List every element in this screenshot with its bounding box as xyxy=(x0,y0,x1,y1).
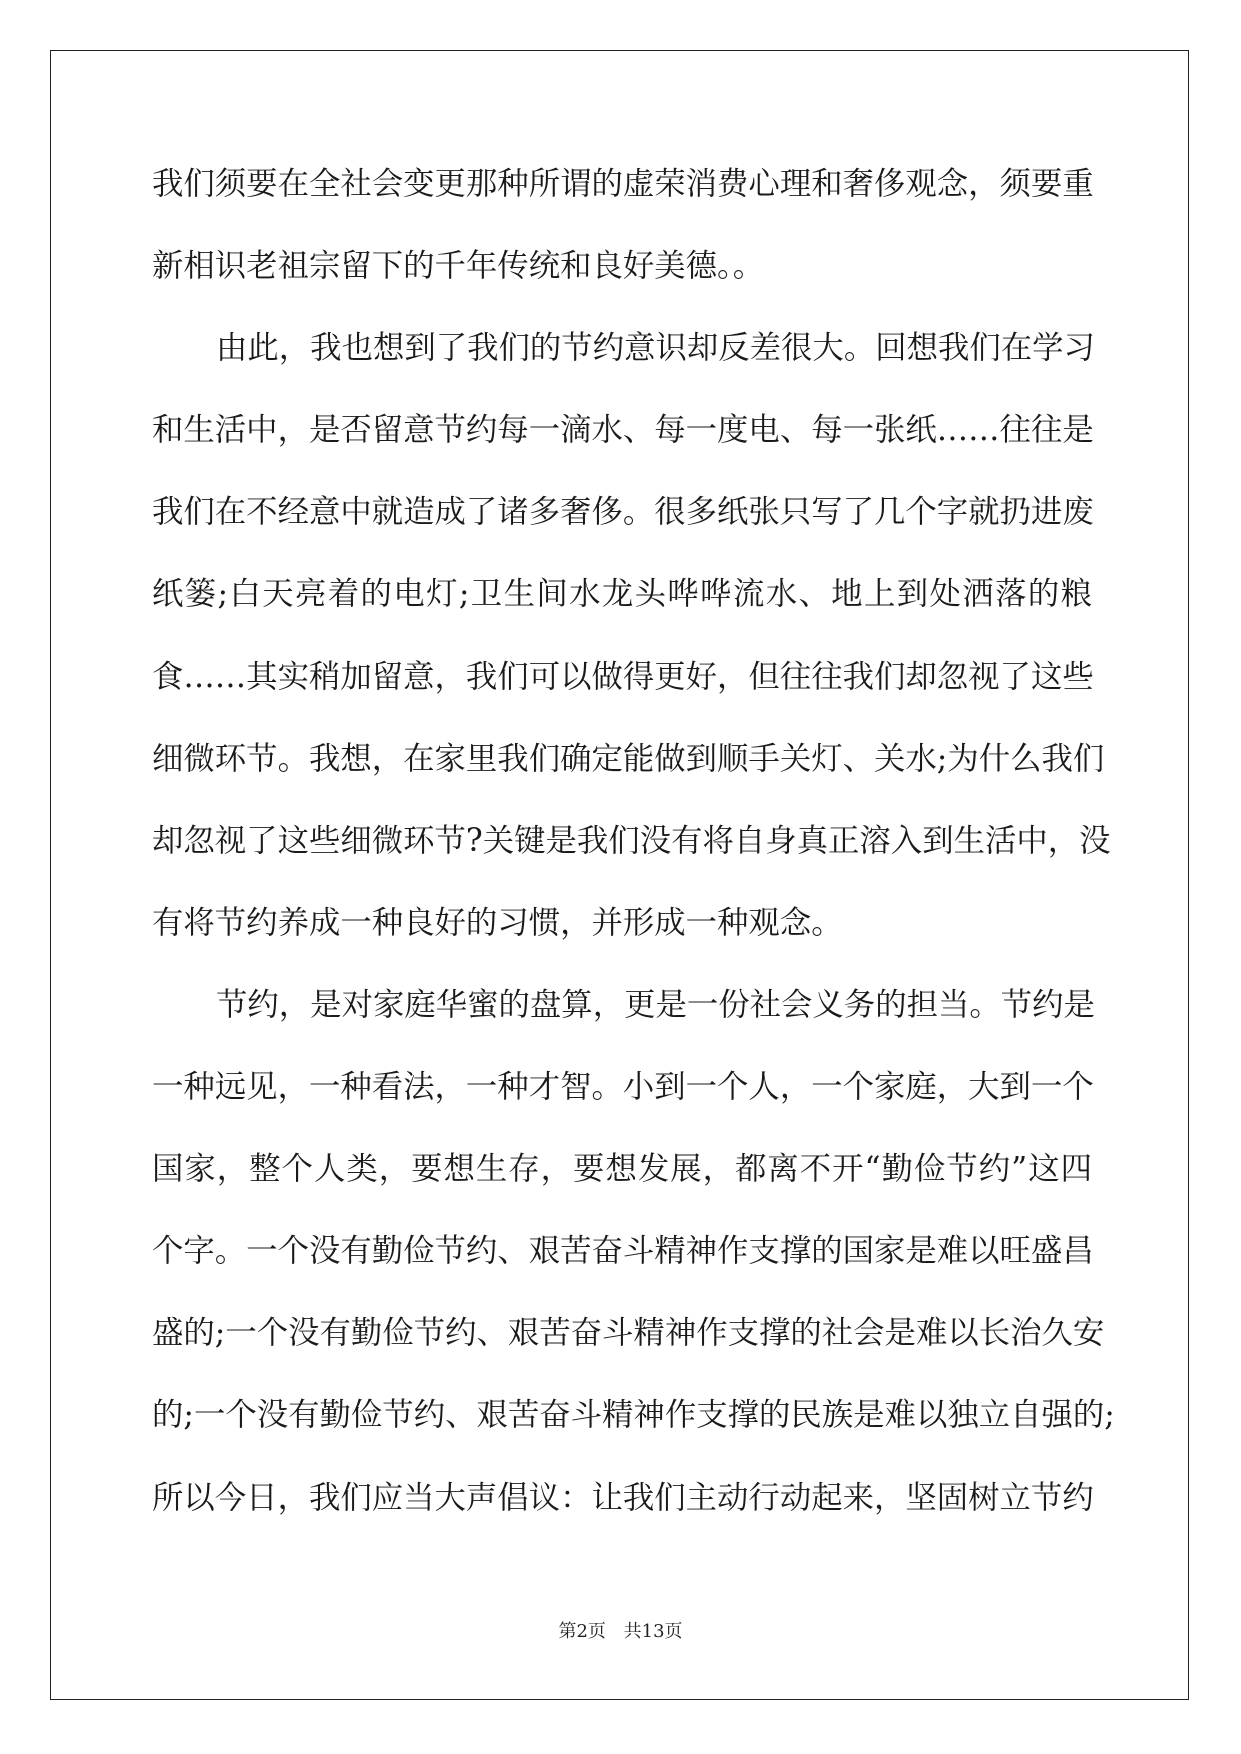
text-line: 所以今日，我们应当大声倡议：让我们主动行动起来，坚固树立节约 xyxy=(152,1479,1094,1516)
text-line: 由此，我也想到了我们的节约意识却反差很大。回想我们在学习 xyxy=(216,330,1095,367)
text-line: 我们在不经意中就造成了诸多奢侈。很多纸张只写了几个字就扔进废 xyxy=(152,494,1094,531)
text-line: 一种远见，一种看法，一种才智。小到一个人，一个家庭，大到一个 xyxy=(152,1069,1094,1106)
text-line: 细微环节。我想，在家里我们确定能做到顺手关灯、关水;为什么我们 xyxy=(152,740,1105,777)
text-line: 食……其实稍加留意，我们可以做得更好，但往往我们却忽视了这些 xyxy=(152,658,1094,695)
text-line: 我们须要在全社会变更那种所谓的虚荣消费心理和奢侈观念，须要重 xyxy=(152,166,1094,202)
text-line: 有将节约养成一种良好的习惯，并形成一种观念。 xyxy=(152,904,843,941)
text-line: 和生活中，是否留意节约每一滴水、每一度电、每一张纸……往往是 xyxy=(152,412,1094,449)
text-line: 节约，是对家庭华蜜的盘算，更是一份社会义务的担当。节约是 xyxy=(216,986,1095,1023)
text-line: 纸篓;白天亮着的电灯;卫生间水龙头哗哗流水、地上到处洒落的粮 xyxy=(152,576,1092,613)
page-number-total: 共13页 xyxy=(623,1621,683,1642)
text-line: 新相识老祖宗留下的千年传统和良好美德。。 xyxy=(152,248,765,285)
text-line: 个字。一个没有勤俭节约、艰苦奋斗精神作支撑的国家是难以旺盛昌 xyxy=(152,1233,1094,1270)
page-number-current: 第2页 xyxy=(558,1621,606,1642)
text-line: 盛的;一个没有勤俭节约、艰苦奋斗精神作支撑的社会是难以长治久安 xyxy=(152,1315,1105,1352)
text-line: 国家，整个人类，要想生存，要想发展，都离不开“勤俭节约”这四 xyxy=(152,1151,1092,1188)
document-body xyxy=(152,158,1115,1554)
text-line: 的;一个没有勤俭节约、艰苦奋斗精神作支撑的民族是难以独立自强的; xyxy=(152,1397,1115,1434)
text-line: 却忽视了这些细微环节?关键是我们没有将自身真正溶入到生活中，没 xyxy=(152,822,1111,859)
page-footer xyxy=(0,1620,1241,1644)
